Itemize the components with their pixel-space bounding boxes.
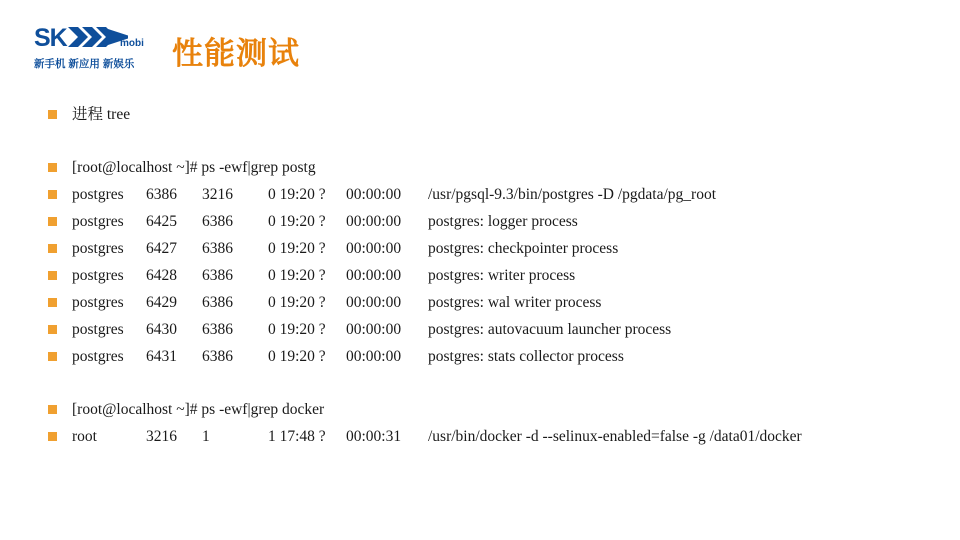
process-stime: 0 19:20 ? <box>268 240 326 257</box>
process-time: 00:00:00 <box>346 348 402 365</box>
process-ppid: 1 <box>202 428 210 445</box>
bullet-square-icon <box>48 163 57 172</box>
process-pid: 6425 <box>146 213 177 230</box>
page-title: 性能测试 <box>172 36 300 71</box>
process-command: /usr/pgsql-9.3/bin/postgres -D /pgdata/pg_root <box>428 186 717 203</box>
process-stime: 0 19:20 ? <box>268 267 326 284</box>
process-stime: 0 19:20 ? <box>268 186 326 203</box>
process-time: 00:00:00 <box>346 267 402 284</box>
process-user: postgres <box>72 267 124 284</box>
process-line <box>72 316 671 343</box>
docker-process-list <box>0 423 960 450</box>
process-stime: 0 19:20 ? <box>268 213 326 230</box>
process-user: postgres <box>72 321 124 338</box>
bullet-square-icon <box>48 244 57 253</box>
slide-content <box>0 92 960 450</box>
process-stime: 1 17:48 ? <box>268 428 326 445</box>
process-line <box>72 423 802 450</box>
process-time: 00:00:00 <box>346 186 402 203</box>
process-user: postgres <box>72 240 124 257</box>
process-ppid: 6386 <box>202 321 233 338</box>
process-line <box>72 262 575 289</box>
process-ppid: 6386 <box>202 213 233 230</box>
process-line <box>72 289 601 316</box>
bullet-square-icon <box>48 110 57 119</box>
process-ppid: 6386 <box>202 348 233 365</box>
bullet-square-icon <box>48 432 57 441</box>
slide-header <box>0 0 960 92</box>
table-row <box>0 235 960 262</box>
process-stime: 0 19:20 ? <box>268 321 326 338</box>
process-user: postgres <box>72 294 124 311</box>
process-pid: 6429 <box>146 294 177 311</box>
list-item-section-label <box>0 101 960 128</box>
process-line <box>72 235 618 262</box>
process-pid: 6428 <box>146 267 177 284</box>
process-stime: 0 19:20 ? <box>268 294 326 311</box>
process-pid: 3216 <box>146 428 177 445</box>
process-command: postgres: checkpointer process <box>428 240 619 257</box>
postgres-process-list <box>0 181 960 370</box>
table-row <box>0 289 960 316</box>
logo-brand-text: SK <box>34 24 67 52</box>
process-line <box>72 208 578 235</box>
process-pid: 6431 <box>146 348 177 365</box>
process-user: root <box>72 428 97 445</box>
bullet-square-icon <box>48 325 57 334</box>
bullet-square-icon <box>48 405 57 414</box>
process-ppid: 6386 <box>202 240 233 257</box>
process-command: /usr/bin/docker -d --selinux-enabled=false -g /data01/docker <box>428 428 802 445</box>
logo-tagline: 新手机 新应用 新娱乐 <box>34 58 135 70</box>
process-time: 00:00:00 <box>346 240 402 257</box>
process-line <box>72 181 716 208</box>
bullet-square-icon <box>48 298 57 307</box>
logo-suffix: mobi <box>120 38 144 49</box>
table-row <box>0 423 960 450</box>
section-label: 进程 tree <box>72 106 131 123</box>
process-command: postgres: logger process <box>428 213 578 230</box>
process-time: 00:00:00 <box>346 294 402 311</box>
process-command: postgres: autovacuum launcher process <box>428 321 672 338</box>
process-time: 00:00:00 <box>346 213 402 230</box>
table-row <box>0 262 960 289</box>
process-stime: 0 19:20 ? <box>268 348 326 365</box>
process-user: postgres <box>72 348 124 365</box>
process-user: postgres <box>72 213 124 230</box>
process-ppid: 6386 <box>202 294 233 311</box>
process-command: postgres: wal writer process <box>428 294 602 311</box>
command-ps-docker: [root@localhost ~]# ps -ewf|grep docker <box>72 401 325 418</box>
bullet-square-icon <box>48 217 57 226</box>
process-time: 00:00:00 <box>346 321 402 338</box>
table-row <box>0 343 960 370</box>
process-ppid: 6386 <box>202 267 233 284</box>
process-time: 00:00:31 <box>346 428 402 445</box>
table-row <box>0 208 960 235</box>
process-command: postgres: writer process <box>428 267 576 284</box>
process-pid: 6386 <box>146 186 177 203</box>
process-line <box>72 343 624 370</box>
list-item-command-docker <box>0 396 960 423</box>
list-item-command-postgres <box>0 154 960 181</box>
process-command: postgres: stats collector process <box>428 348 624 365</box>
process-user: postgres <box>72 186 124 203</box>
process-ppid: 3216 <box>202 186 233 203</box>
bullet-square-icon <box>48 352 57 361</box>
bullet-square-icon <box>48 190 57 199</box>
table-row <box>0 316 960 343</box>
company-logo <box>34 24 154 74</box>
command-ps-postgres: [root@localhost ~]# ps -ewf|grep postg <box>72 159 316 176</box>
process-pid: 6430 <box>146 321 177 338</box>
table-row <box>0 181 960 208</box>
bullet-square-icon <box>48 271 57 280</box>
process-pid: 6427 <box>146 240 177 257</box>
